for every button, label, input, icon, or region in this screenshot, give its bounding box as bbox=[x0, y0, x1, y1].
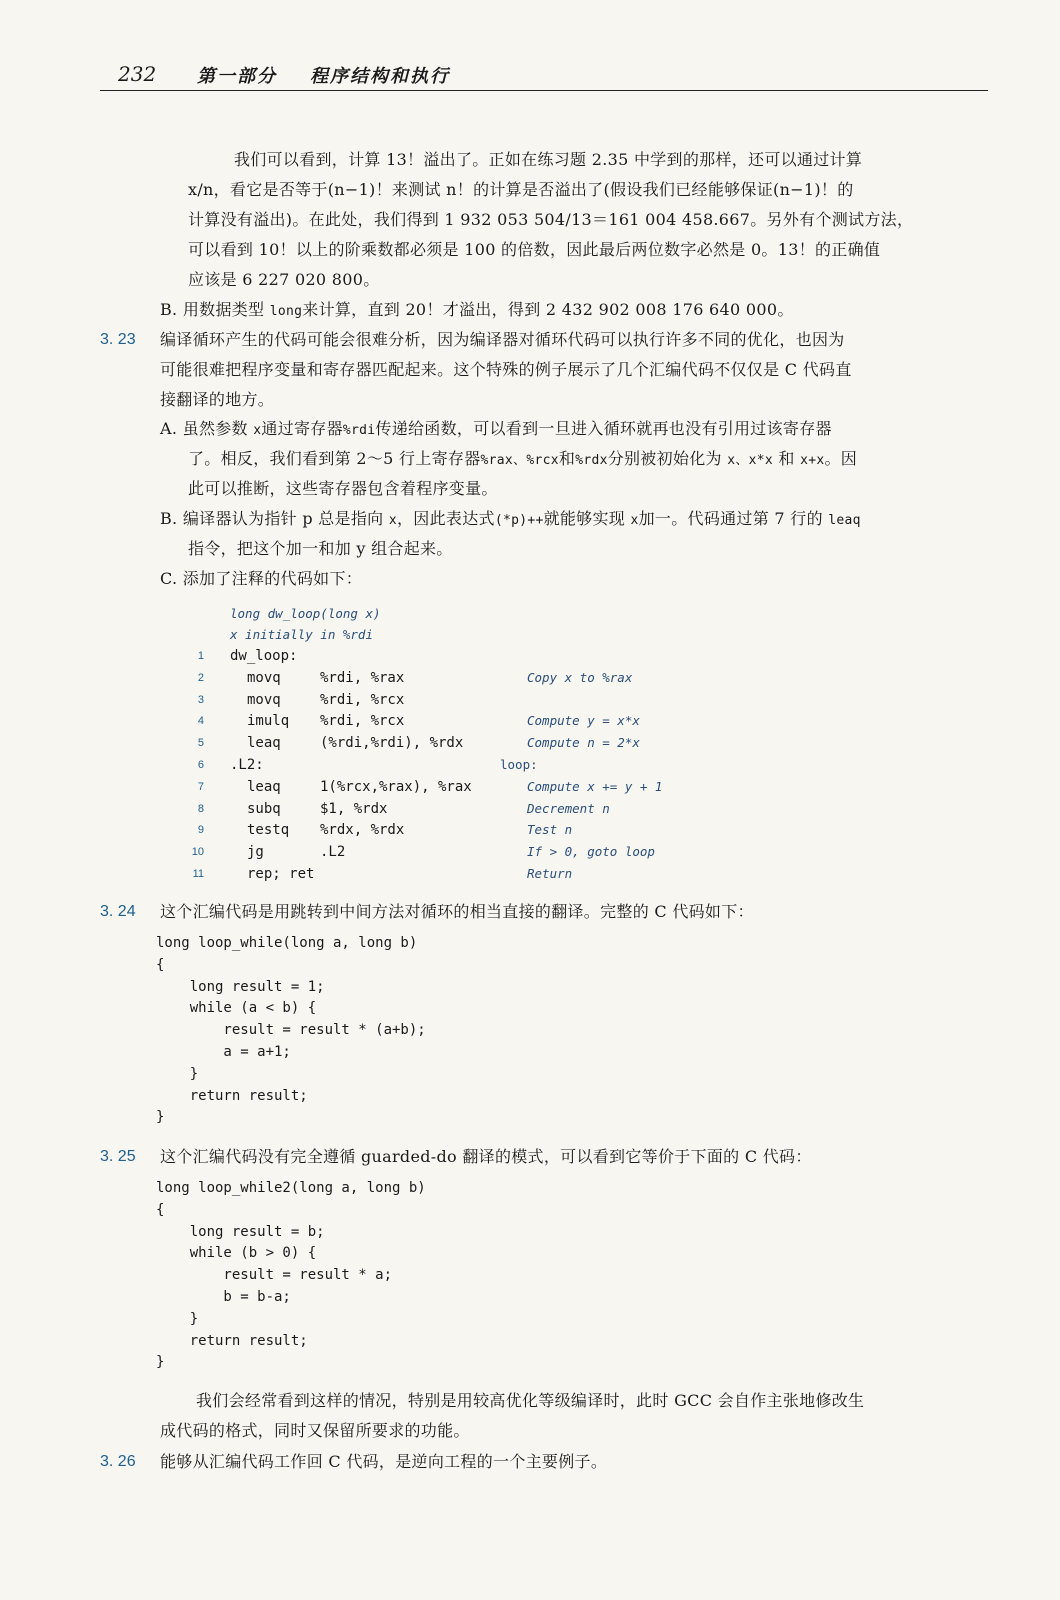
inline-code: (*p)++ bbox=[494, 513, 544, 528]
asm-line-number: 11 bbox=[192, 868, 204, 880]
asm-line bbox=[0, 645, 1060, 667]
item-label: B. bbox=[160, 509, 178, 528]
exercise-number: 3. 26 bbox=[100, 1453, 136, 1470]
text: ，因此表达式 bbox=[397, 509, 495, 528]
part-title: 第一部分 bbox=[197, 66, 277, 87]
exercise-number: 3. 23 bbox=[100, 331, 136, 348]
text: 添加了注释的代码如下： bbox=[182, 569, 363, 588]
text: 和 bbox=[558, 449, 576, 468]
intro-line-1: 我们可以看到，计算 13！溢出了。正如在练习题 2.35 中学到的那样，还可以通过计算 bbox=[234, 150, 863, 169]
inline-code: x bbox=[388, 513, 397, 528]
asm-operands: (%rdi,%rdi), %rdx bbox=[320, 735, 464, 752]
intro-line-5: 应该是 6 227 020 800。 bbox=[188, 270, 380, 289]
intro-line-4: 可以看到 10！以上的阶乘数都必须是 100 的倍数，因此最后两位数字必然是 0。13！的正确值 bbox=[188, 240, 881, 259]
s323-line-3: 接翻译的地方。 bbox=[160, 390, 275, 409]
asm-label: dw_loop: bbox=[230, 648, 298, 664]
asm-line-number: 2 bbox=[197, 671, 204, 684]
text: 和 bbox=[778, 449, 795, 468]
asm-operands: 1(%rcx,%rax), %rax bbox=[320, 778, 472, 795]
asm-line bbox=[0, 754, 1060, 776]
text: 。因 bbox=[824, 449, 858, 468]
asm-operands: %rdx, %rdx bbox=[320, 822, 405, 839]
s323-line-2: 可能很难把程序变量和寄存器匹配起来。这个特殊的例子展示了几个汇编代码不仅仅是 C 代码直 bbox=[160, 360, 852, 379]
asm-opcode: subq bbox=[247, 800, 281, 817]
s326-text: 能够从汇编代码工作回 C 代码，是逆向工程的一个主要例子。 bbox=[160, 1452, 608, 1471]
text: 加一。代码通过第 7 行的 bbox=[638, 509, 823, 528]
exercise-number: 3. 24 bbox=[100, 903, 136, 920]
page-number: 232 bbox=[118, 62, 157, 86]
asm-operands: %rdi, %rcx bbox=[320, 713, 405, 730]
asm-init-note: x initially in %rdi bbox=[230, 627, 373, 642]
item-label: B. bbox=[160, 300, 178, 319]
asm-comment: Copy x to %rax bbox=[527, 669, 633, 685]
s323-a-line-3: 此可以推断，这些寄存器包含着程序变量。 bbox=[188, 479, 498, 498]
asm-comment: Return bbox=[527, 866, 573, 881]
item-text: 来计算，直到 20！才溢出，得到 2 432 902 008 176 640 000。 bbox=[302, 300, 794, 319]
inline-code: x bbox=[253, 423, 262, 438]
text: 了。相反，我们看到第 2～5 行上寄存器 bbox=[188, 449, 481, 468]
asm-opcode: leaq bbox=[247, 735, 281, 752]
inline-code: %rdx bbox=[575, 453, 608, 468]
asm-operands: $1, %rdx bbox=[320, 800, 388, 817]
asm-line bbox=[0, 819, 1060, 841]
inline-code: %rdi bbox=[342, 423, 376, 438]
page-header bbox=[100, 56, 988, 91]
asm-comment: Decrement n bbox=[527, 800, 610, 816]
asm-line bbox=[0, 841, 1060, 863]
code-loop-while2: long loop_while2(long a, long b) { long result = b; while (b > 0) { result = result * a; b = b-a; } return result; } bbox=[156, 1180, 426, 1371]
asm-line bbox=[0, 689, 1060, 711]
item-text: 用数据类型 bbox=[182, 300, 265, 319]
intro-line-3: 计算没有溢出)。在此处，我们得到 1 932 053 504/13＝161 004 458.667。另外有个测试方法， bbox=[188, 210, 914, 229]
item-label: A. bbox=[160, 419, 178, 438]
inline-code: leaq bbox=[828, 513, 861, 528]
s325-text: 这个汇编代码没有完全遵循 guarded-do 翻译的模式，可以看到它等价于下面的 C 代码： bbox=[160, 1147, 812, 1166]
asm-comment: Compute n = 2*x bbox=[527, 735, 640, 751]
asm-line-number: 10 bbox=[191, 846, 204, 859]
asm-opcode: movq bbox=[247, 691, 281, 708]
exercise-number: 3. 25 bbox=[100, 1148, 136, 1165]
item-label: C. bbox=[160, 569, 178, 588]
code-loop-while: long loop_while(long a, long b) { long result = 1; while (a < b) { result = result * (a+b); a = a+1; } return result; } bbox=[156, 935, 426, 1126]
asm-line-number: 3 bbox=[197, 693, 204, 706]
asm-opcode: leaq bbox=[247, 778, 281, 795]
asm-comment: Test n bbox=[527, 822, 573, 838]
asm-line bbox=[0, 776, 1060, 798]
asm-comment: Compute y = x*x bbox=[527, 713, 640, 729]
s323-line-1: 编译循环产生的代码可能会很难分析，因为编译器对循环代码可以执行许多不同的优化，也因为 bbox=[160, 330, 845, 349]
asm-opcode: imulq bbox=[247, 713, 290, 730]
inline-code: x bbox=[630, 513, 639, 528]
inline-code: x、x*x bbox=[727, 453, 774, 468]
s323-b-line-2: 指令，把这个加一和加 y 组合起来。 bbox=[188, 539, 453, 558]
asm-line-number: 7 bbox=[197, 780, 204, 793]
asm-opcode: testq bbox=[247, 822, 290, 839]
asm-line-number: 5 bbox=[197, 737, 204, 750]
asm-operands: .L2 bbox=[320, 844, 346, 861]
asm-comment: loop: bbox=[500, 757, 538, 772]
asm-line bbox=[0, 667, 1060, 689]
asm-line-number: 4 bbox=[197, 715, 204, 728]
asm-opcode: jg bbox=[247, 844, 264, 861]
s323-a-line-1 bbox=[160, 414, 832, 446]
asm-opcode: rep; ret bbox=[247, 866, 315, 882]
text: 编译器认为指针 p 总是指向 bbox=[182, 509, 384, 528]
chapter-title: 程序结构和执行 bbox=[310, 66, 450, 87]
asm-line-number: 9 bbox=[197, 824, 204, 837]
s323-a-line-2 bbox=[188, 444, 857, 476]
inline-code: long bbox=[269, 304, 303, 319]
s323-b-line-1 bbox=[160, 504, 861, 536]
asm-comment: Compute x += y + 1 bbox=[527, 778, 663, 794]
asm-line bbox=[0, 863, 1060, 885]
asm-operands: %rdi, %rcx bbox=[320, 691, 405, 708]
s324-text: 这个汇编代码是用跳转到中间方法对循环的相当直接的翻译。完整的 C 代码如下： bbox=[160, 902, 754, 921]
asm-comment: If > 0, goto loop bbox=[527, 844, 655, 860]
asm-line-number: 1 bbox=[197, 650, 204, 662]
text: 通过寄存器 bbox=[261, 419, 343, 438]
item-b-long bbox=[160, 295, 794, 327]
asm-operands: %rdi, %rax bbox=[320, 669, 405, 686]
asm-line-number: 8 bbox=[197, 802, 204, 815]
text: 虽然参数 bbox=[182, 419, 248, 438]
s323-c bbox=[160, 564, 362, 594]
asm-line bbox=[0, 798, 1060, 820]
intro-line-2: x/n，看它是否等于(n−1)！来测试 n！的计算是否溢出了(假设我们已经能够保证(n−1)！的 bbox=[188, 180, 854, 199]
asm-opcode: movq bbox=[247, 669, 281, 686]
asm-signature: long dw_loop(long x) bbox=[230, 606, 381, 621]
text: 分别被初始化为 bbox=[607, 449, 722, 468]
asm-label: .L2: bbox=[230, 757, 264, 773]
asm-line-number: 6 bbox=[197, 759, 204, 771]
s325-after-1: 我们会经常看到这样的情况，特别是用较高优化等级编译时，此时 GCC 会自作主张地修改生 bbox=[196, 1391, 865, 1410]
inline-code: %rax、%rcx bbox=[480, 453, 559, 468]
inline-code: x+x bbox=[800, 453, 825, 468]
text: 就能够实现 bbox=[543, 509, 626, 528]
s325-after-2: 成代码的格式，同时又保留所要求的功能。 bbox=[160, 1421, 470, 1440]
text: 传递给函数，可以看到一旦进入循环就再也没有引用过该寄存器 bbox=[375, 419, 832, 438]
asm-line bbox=[0, 732, 1060, 754]
asm-line bbox=[0, 710, 1060, 732]
